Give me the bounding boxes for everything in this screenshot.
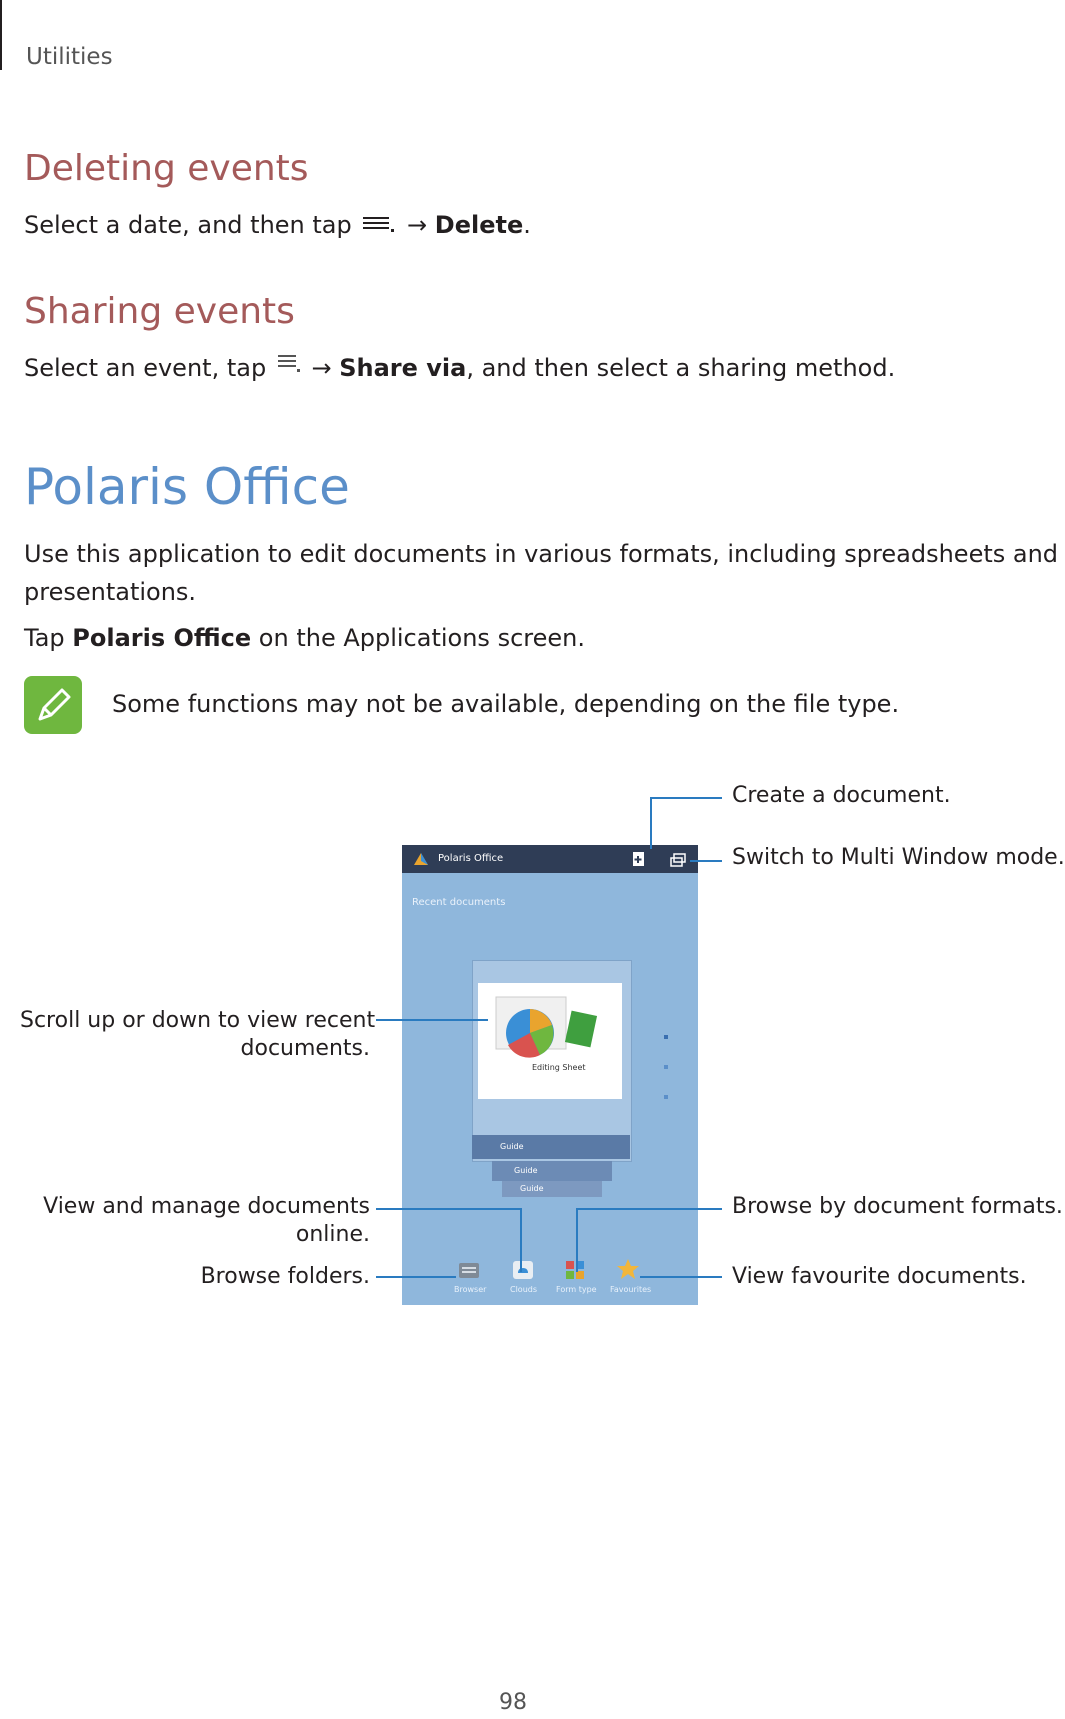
multi-window-icon[interactable]: [670, 852, 686, 866]
app-action-bar: [402, 845, 698, 873]
sharing-text: Select an event, tap → Share via, and then select a sharing method.: [24, 350, 895, 387]
guide-item-2[interactable]: Guide: [492, 1161, 612, 1181]
tab-favourites[interactable]: Favourites: [610, 1285, 652, 1294]
callout-line-scroll: [376, 1019, 488, 1021]
callout-browse-folders: Browse folders.: [200, 1264, 370, 1289]
callout-line-favourites: [640, 1276, 722, 1278]
callout-line-online: [376, 1208, 520, 1210]
chapter-rule: [0, 0, 2, 70]
polaris-logo-icon: [412, 851, 430, 867]
polaris-heading: Polaris Office: [24, 458, 350, 516]
chapter-title: Utilities: [26, 44, 113, 70]
callout-line-online-vertical: [520, 1208, 522, 1272]
document-caption: Editing Sheet: [532, 1063, 586, 1072]
callout-create: Create a document.: [732, 783, 951, 808]
tab-browser[interactable]: Browser: [454, 1285, 487, 1294]
note-pencil-icon: [24, 676, 82, 734]
callout-line-formats: [576, 1208, 722, 1210]
deleting-heading: Deleting events: [24, 148, 309, 189]
page-indicator-dot: [664, 1065, 668, 1069]
overflow-menu-icon: [274, 351, 304, 387]
menu-icon: [359, 208, 399, 244]
delete-label: Delete: [434, 211, 524, 239]
tab-clouds[interactable]: Clouds: [510, 1285, 538, 1294]
note-text: Some functions may not be available, depending on the file type.: [112, 690, 900, 718]
form-type-icon[interactable]: [564, 1260, 586, 1280]
deleting-text: Select a date, and then tap → Delete.: [24, 207, 531, 244]
callout-line-create-vertical: [650, 797, 652, 849]
callout-line-folders: [376, 1276, 456, 1278]
app-screenshot: [402, 845, 698, 1305]
callout-line-formats-vertical: [576, 1208, 578, 1272]
callout-scroll-line1: Scroll up or down to view recent: [20, 1008, 376, 1033]
polaris-tap-text: Tap Polaris Office on the Applications screen.: [24, 624, 585, 652]
callout-line-multiwindow: [690, 860, 722, 862]
polaris-intro-line1: Use this application to edit documents in various formats, including spreadsheets and: [24, 540, 1059, 568]
tab-form-type[interactable]: Form type: [556, 1285, 597, 1294]
callout-online-line1: View and manage documents: [43, 1194, 370, 1219]
share-via-label: Share via: [339, 354, 467, 382]
callout-favourites: View favourite documents.: [732, 1264, 1027, 1289]
document-preview: [478, 983, 622, 1099]
callout-scroll-line2: documents.: [240, 1036, 370, 1061]
callout-line-create: [650, 797, 722, 799]
page-number: 98: [499, 1690, 527, 1715]
browser-folder-icon[interactable]: [458, 1260, 480, 1280]
page-indicator-dot: [664, 1095, 668, 1099]
new-document-icon[interactable]: [632, 851, 646, 867]
polaris-intro-line2: presentations.: [24, 578, 197, 606]
guide-item-1[interactable]: Guide: [472, 1135, 630, 1159]
guide-item-3[interactable]: Guide: [502, 1181, 602, 1197]
polaris-app-label: Polaris Office: [72, 624, 252, 652]
sharing-heading: Sharing events: [24, 291, 295, 332]
callout-formats: Browse by document formats.: [732, 1194, 1063, 1219]
favourites-star-icon[interactable]: [616, 1258, 640, 1280]
recent-documents-label: Recent documents: [412, 897, 506, 908]
callout-multiwindow: Switch to Multi Window mode.: [732, 845, 1065, 870]
callout-online-line2: online.: [295, 1222, 370, 1247]
app-title: Polaris Office: [438, 853, 504, 864]
clouds-icon[interactable]: [512, 1260, 534, 1280]
page-indicator-dot: [664, 1035, 668, 1039]
